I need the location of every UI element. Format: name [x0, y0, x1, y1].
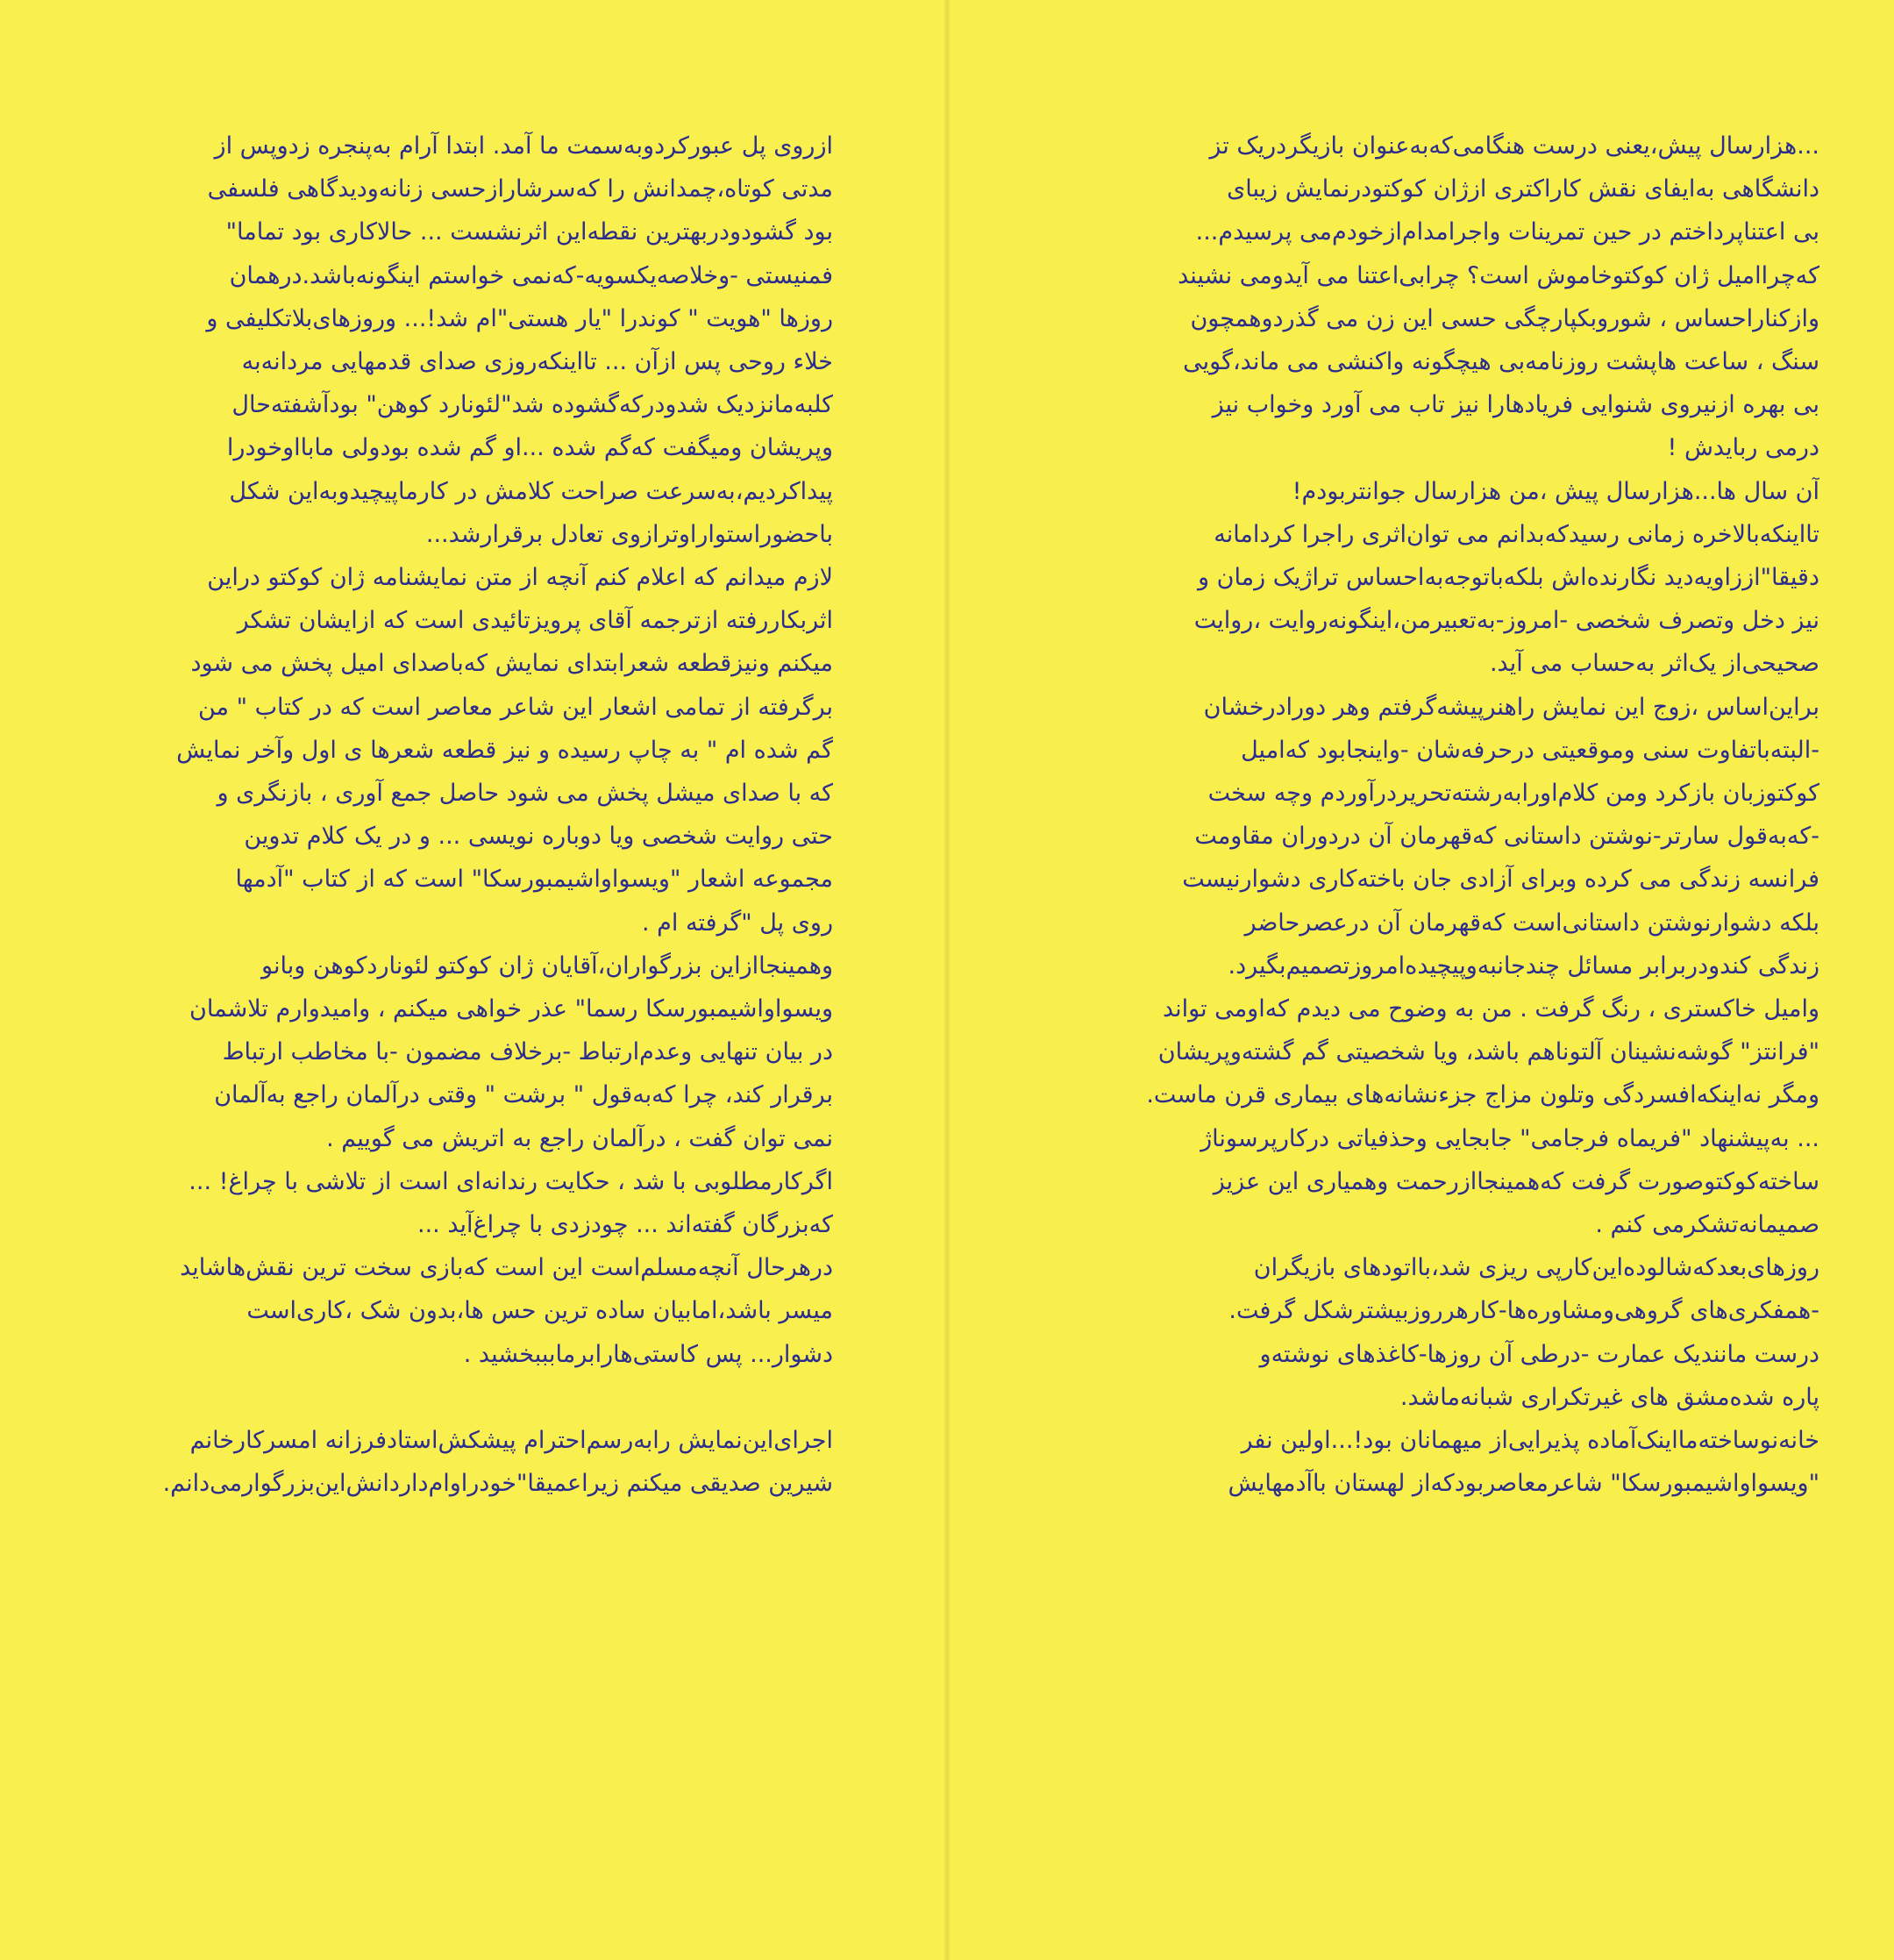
left-text-line [53, 1376, 833, 1419]
right-page [947, 0, 1894, 1960]
left-text-line: فمنیستی -وخلاصه‌یکسویه-که‌نمی خواستم اینگونه‌باشد.درهمان [229, 261, 833, 289]
right-text-line: -همفکری‌های گروهی‌ومشاوره‌ها-کارهرروزبیشترشکل گرفت. [1228, 1297, 1819, 1325]
right-text-line: براین‌اساس ،زوج این نمایش راهنرپیشه‌گرفتم وهر دورادرخشان [1203, 693, 1819, 721]
right-text-line: دقیقا"اززاویه‌دید نگارنده‌اش بلکه‌باتوجه‌به‌احساس تراژیک زمان و [1198, 564, 1819, 592]
left-text-line: کلبه‌مانزدیک شدودرکه‌گشوده شد"لئونارد کوهن" بودآشفته‌حال [231, 391, 833, 419]
left-text-column [53, 125, 833, 1505]
left-text-line: که با صدای میشل پخش می شود حاصل جمع آوری ، بازنگری و [217, 780, 833, 808]
right-text-line: "فرانتز" گوشه‌نشینان آلتوناهم باشد، ویا شخصیتی گم گشته‌وپریشان [1157, 1038, 1819, 1066]
right-text-line: که‌چراامیل ژان کوکتوخاموش است؟ چرابی‌اعتنا می آیدومی نشیند [1178, 261, 1819, 289]
left-text-line: باحضوراستواراوترازوی تعادل برقرارشد... [425, 520, 833, 548]
right-text-line: بی بهره ازنیروی شنوایی فریادهارا نیز تاب می آورد وخواب نیز [1212, 391, 1819, 419]
right-text-line: پاره شده‌مشق های غیرتکراری شبانه‌ماشد. [1399, 1383, 1819, 1411]
right-text-line: فرانسه زندگی می کرده وبرای آزادی جان باخته‌کاری دشوارنیست [1182, 866, 1819, 894]
right-text-line: -البته‌باتفاوت سنی وموقعیتی درحرفه‌شان -واینجابود که‌امیل [1241, 736, 1819, 764]
right-text-line: ... به‌پیشنهاد "فریماه فرجامی" جابجایی وحذفیاتی درکارپرسوناژ [1200, 1124, 1819, 1152]
right-text-line: درمی ربایدش ! [1667, 434, 1819, 462]
left-text-line: میکنم ونیزقطعه شعرابتدای نمایش که‌باصدای امیل پخش می شود [190, 650, 833, 678]
left-text-line: برقرار کند، چرا که‌به‌قول " برشت " وقتی درآلمان راجع به‌آلمان [214, 1081, 833, 1109]
left-text-line: شیرین صدیقی میکنم زیراعمیقا"خودراوام‌داردانش‌این‌بزرگوارمی‌دانم. [162, 1470, 833, 1498]
left-text-line: نمی توان گفت ، درآلمان راجع به اتریش می گوییم . [326, 1124, 833, 1152]
right-text-line: بلکه دشوارنوشتن داستانی‌است که‌قهرمان آن درعصرحاضر [1244, 909, 1819, 937]
left-text-line: مجموعه اشعار "ویسواواشیمبورسکا" است که از کتاب "آدمها [235, 866, 833, 894]
left-text-line: پیداکردیم،به‌سرعت صراحت کلامش در کارماپیچیدوبه‌این شکل [229, 477, 833, 505]
right-text-line: ...هزارسال پیش،یعنی درست هنگامی‌که‌به‌عنوان بازیگردریک تز [1209, 132, 1819, 160]
left-text-line: روزها "هویت " کوندرا "یار هستی"ام شد!... وروزهای‌بلاتکلیفی و [206, 304, 833, 332]
left-text-line: اگرکارمطلوبی با شد ، حکایت رندانه‌ای است از تلاشی با چراغ! ... [189, 1167, 833, 1195]
right-text-line: تااینکه‌بالاخره زمانی رسیدکه‌بدانم می توان‌اثری راجرا کردامانه [1214, 520, 1819, 548]
left-text-line: ویسواواشیمبورسکا رسما" عذر خواهی میکنم ، وامیدوارم تلاشمان [189, 995, 833, 1023]
left-text-line: ازروی پل عبورکردوبه‌سمت ما آمد. ابتدا آرام به‌پنجره زدوپس از [214, 132, 833, 160]
right-text-line: خانه‌نوساخته‌مااینک‌آماده پذیرایی‌از میهمانان بود!...اولین نفر [1241, 1427, 1819, 1455]
right-text-line: آن سال ها...هزارسال پیش ،من هزارسال جوانتربودم! [1292, 477, 1819, 505]
right-text-line: -که‌به‌قول سارتر-نوشتن داستانی که‌قهرمان آن دردوران مقاومت [1194, 823, 1819, 851]
right-text-line: بی اعتناپرداختم در حین تمرینات واجرامدام‌ازخودم‌می پرسیدم... [1195, 218, 1819, 246]
left-text-line: خلاء روحی پس ازآن ... تااینکه‌روزی صدای قدمهایی مردانه‌به [241, 348, 833, 376]
left-text-line: بود گشودودربهترین نقطه‌این اثرنشست ... حالاکاری بود تماما" [225, 218, 833, 246]
left-text-line: وپریشان ومیگفت که‌گم شده ...او گم شده بودولی مابااوخودرا [226, 434, 833, 462]
left-text-line: که‌بزرگان گفته‌اند ... چودزدی با چراغ‌آید ... [417, 1211, 833, 1239]
right-text-line: سنگ ، ساعت هاپشت روزنامه‌بی هیچگونه واکنشی می ماند،گویی [1183, 348, 1819, 376]
left-text-line: روی پل "گرفته ام . [641, 909, 833, 937]
right-text-line: دانشگاهی به‌ایفای نقش کاراکتری ازژان کوکتودرنمایش زیبای [1227, 175, 1819, 203]
right-text-line: نیز دخل وتصرف شخصی -امروز-به‌تعبیرمن،اینگونه‌روایت ،روایت [1193, 607, 1819, 635]
right-text-line: درست مانندیک عمارت -درطی آن روزها-کاغذهای نوشته‌و [1259, 1340, 1819, 1368]
left-text-line: مدتی کوتاه،چمدانش را که‌سرشارازحسی زنانه‌ودیدگاهی فلسفی [207, 175, 833, 203]
right-text-line: "ویسواواشیمبورسکا" شاعرمعاصربودکه‌از لهستان باآدمهایش [1228, 1470, 1819, 1498]
left-text-line: وهمینجاازاین بزرگواران،آقایان ژان کوکتو لئوناردکوهن وبانو [261, 951, 833, 980]
left-text-line: دشوار... پس کاستی‌هارابرمابببخشید . [463, 1340, 833, 1368]
left-text-line: گم شده ام " به چاپ رسیده و نیز قطعه شعرها ی اول وآخر نمایش [176, 736, 833, 764]
book-gutter [944, 0, 950, 1960]
left-text-line: حتی روایت شخصی ویا دوباره نویسی ... و در یک کلام تدوین [244, 823, 833, 851]
right-text-line: وازکناراحساس ، شوروبکپارچگی حسی این زن می گذردوهمچون [1190, 304, 1819, 332]
right-text-line: ساخته‌کوکتوصورت گرفت که‌همینجاازرحمت وهمیاری این عزیز [1213, 1167, 1819, 1195]
right-text-line: صحیحی‌از یک‌اثر به‌حساب می آید. [1489, 650, 1819, 678]
left-text-line: لازم میدانم که اعلام کنم آنچه از متن نمایشنامه ژان کوکتو دراین [207, 564, 833, 592]
left-text-line: در بیان تنهایی وعدم‌ارتباط -برخلاف مضمون -با مخاطب ارتباط [222, 1038, 833, 1066]
left-text-line: میسر باشد،امابیان ساده ترین حس ها،بدون شک ،کاری‌است [246, 1297, 833, 1325]
left-text-line: اجرای‌این‌نمایش رابه‌رسم‌احترام پیشکش‌استادفرزانه امسرکارخانم [189, 1426, 833, 1454]
right-text-line: صمیمانه‌تشکرمی کنم . [1595, 1211, 1819, 1239]
right-text-column [1035, 125, 1819, 1506]
left-text-line: برگرفته از تمامی اشعار این شاعر معاصر است که در کتاب " من [197, 693, 833, 721]
right-text-line: وامیل خاکستری ، رنگ گرفت . من به وضوح می دیدم که‌اومی تواند [1162, 995, 1819, 1023]
left-text-line: اثربکاررفته ازترجمه آقای پرویزتائیدی است که ازایشان تشکر [237, 607, 833, 635]
right-text-line: زندگی کندودربرابر مسائل چندجانبه‌وپیچیده‌امروزتصمیم‌بگیرد. [1228, 951, 1819, 980]
right-text-line: کوکتوزبان بازکرد ومن کلام‌اورابه‌رشته‌تحریردرآوردم وچه سخت [1207, 780, 1819, 808]
right-text-line: روزهای‌بعدکه‌شالوده‌این‌کارپی ریزی شد،بااتودهای بازیگران [1253, 1254, 1819, 1282]
left-text-line: درهرحال آنچه‌مسلم‌است این است که‌بازی سخت ترین نقش‌هاشاید [180, 1254, 833, 1282]
right-text-line: ومگر نه‌اینکه‌افسردگی وتلون مزاج جزءنشانه‌های بیماری قرن ماست. [1146, 1081, 1819, 1109]
